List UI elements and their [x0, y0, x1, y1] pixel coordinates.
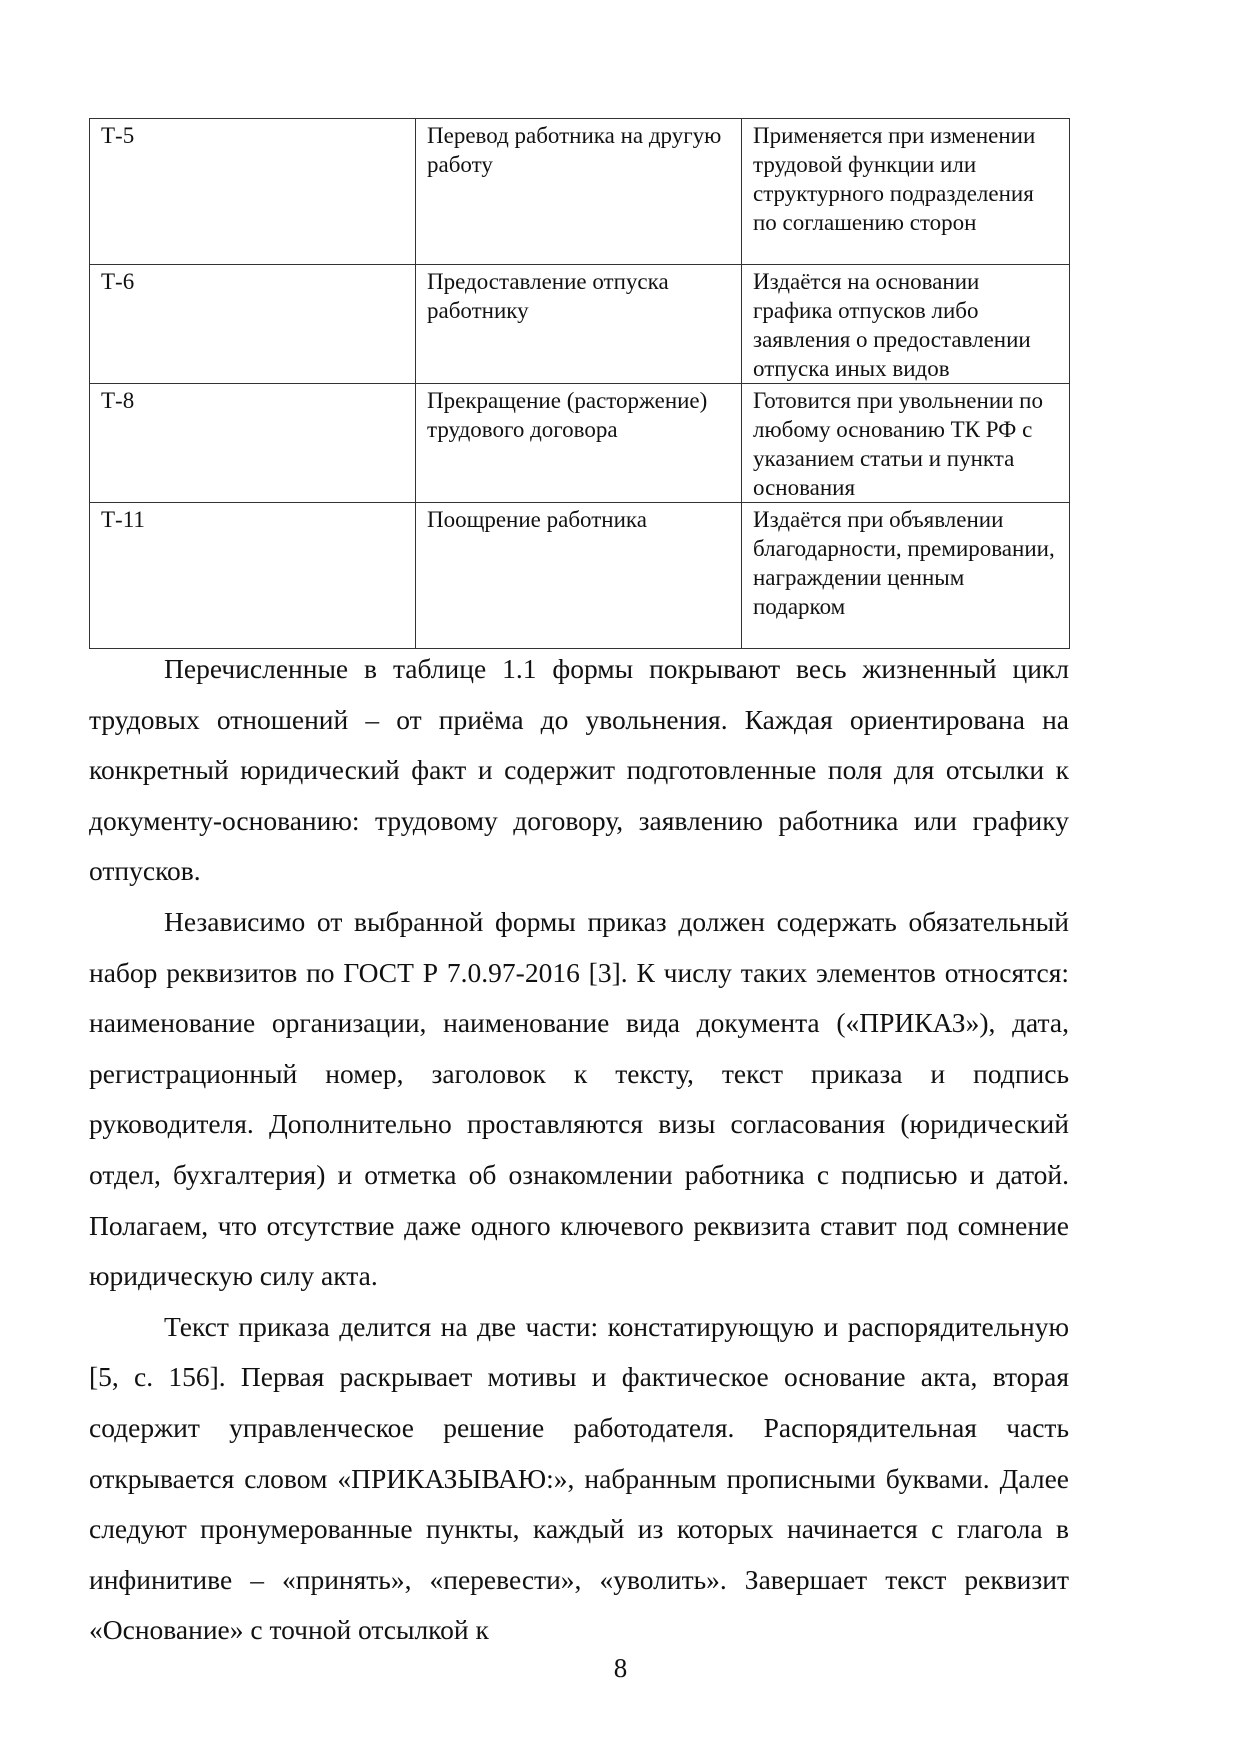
body-text: [89, 644, 1069, 1656]
paragraph-requisites: Независимо от выбранной формы приказ должен содержать обязательный набор реквизитов по ГОСТ Р 7.0.97-2016 [3]. К числу таких элементов относятся: наименование организации, наименование вида документа («ПРИКАЗ»), дата, регистрационный номер, заголовок к тексту, текст приказа и подпись руководителя. Дополнительно проставляются визы согласования (юридический отдел, бухгалтерия) и отметка об ознакомлении работника с подписью и датой. Полагаем, что отсутствие даже одного ключевого реквизита ставит под сомнение юридическую силу акта.: [89, 905, 1069, 1292]
form-name-cell: Перевод работника на другую работу: [416, 119, 742, 265]
table-row: [90, 503, 1070, 649]
form-name-cell: Поощрение работника: [416, 503, 742, 649]
form-name-cell: Предоставление отпуска работнику: [416, 265, 742, 384]
form-note-cell: Применяется при изменении трудовой функции или структурного подразделения по соглашению сторон: [742, 119, 1070, 265]
form-code-cell: Т-6: [90, 265, 416, 384]
form-note-cell: Готовится при увольнении по любому основанию ТК РФ с указанием статьи и пункта основания: [742, 384, 1070, 503]
page-number: 8: [613, 1653, 628, 1683]
form-note-cell: Издаётся при объявлении благодарности, премировании, награждении ценным подарком: [742, 503, 1070, 649]
table-row: [90, 265, 1070, 384]
form-code-cell: Т-8: [90, 384, 416, 503]
form-code-cell: Т-11: [90, 503, 416, 649]
paragraph-forms-coverage: Перечисленные в таблице 1.1 формы покрывают весь жизненный цикл трудовых отношений – от приёма до увольнения. Каждая ориентирована на конкретный юридический факт и содержит подготовленные поля для отсылки к документу-основанию: трудовому договору, заявлению работника или графику отпусков.: [89, 653, 1069, 887]
form-note-cell: Издаётся на основании графика отпусков либо заявления о предоставлении отпуска иных видов: [742, 265, 1070, 384]
forms-table: [89, 118, 1070, 649]
paragraph-order-structure: Текст приказа делится на две части: констатирующую и распорядительную [5, с. 156]. Первая раскрывает мотивы и фактическое основание акта, вторая содержит управленческое решение работодателя. Распорядительная часть открывается словом «ПРИКАЗЫВАЮ:», набранным прописными буквами. Далее следуют пронумерованные пункты, каждый из которых начинается с глагола в инфинитиве – «принять», «перевести», «уволить». Завершает текст реквизит «Основание» с точной отсылкой к: [89, 1310, 1069, 1646]
table-row: [90, 119, 1070, 265]
table-row: [90, 384, 1070, 503]
form-code-cell: Т-5: [90, 119, 416, 265]
form-name-cell: Прекращение (расторжение) трудового договора: [416, 384, 742, 503]
